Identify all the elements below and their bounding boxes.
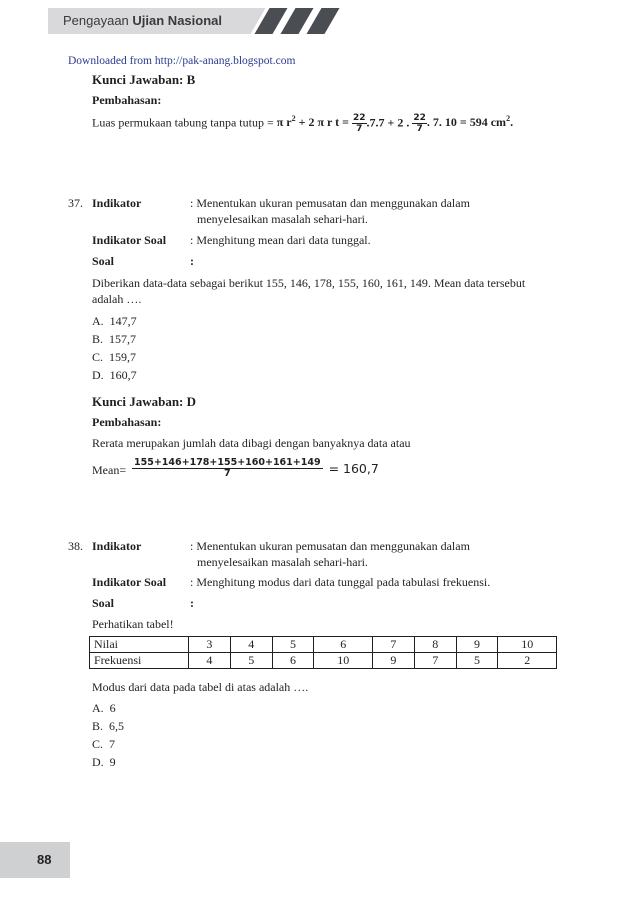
indicator-label: Indikator xyxy=(92,539,142,553)
answer-option: A. 6 xyxy=(92,701,116,715)
question-number: 38. xyxy=(68,539,83,553)
table-row xyxy=(90,653,557,669)
indicator-text: menyelesaikan masalah sehari-hari. xyxy=(197,555,368,569)
indicator-question-label: Indikator Soal xyxy=(92,233,167,247)
table-cell: 10 xyxy=(498,637,557,653)
question-label: Soal xyxy=(92,596,115,610)
table-cell: 2 xyxy=(498,653,557,669)
indicator-question-text: : Menghitung mean dari data tunggal. xyxy=(190,233,371,247)
table-cell: 5 xyxy=(230,653,272,669)
table-cell: 4 xyxy=(189,653,231,669)
indicator-question-text: : Menghitung modus dari data tunggal pada tabulasi frekuensi. xyxy=(190,575,491,589)
page-number: 88 xyxy=(37,852,52,867)
fraction: $\frac{22}{7}$ xyxy=(352,113,366,134)
indicator-text: : Menentukan ukuran pemusatan dan menggunakan dalam xyxy=(190,196,470,210)
answer-key: Kunci Jawaban: B xyxy=(92,72,196,87)
indicator-question-label: Indikator Soal xyxy=(92,575,167,589)
mean-result: = 160,7 xyxy=(328,461,379,476)
discussion-label: Pembahasan: xyxy=(92,93,162,107)
question-text: Modus dari data pada tabel di atas adalah …. xyxy=(92,680,309,694)
question-colon: : xyxy=(190,596,194,610)
page-header xyxy=(0,0,638,40)
answer-key: Kunci Jawaban: D xyxy=(92,394,197,409)
question-number: 37. xyxy=(68,196,83,210)
answer-option: C. 7 xyxy=(92,737,116,751)
discussion-label: Pembahasan: xyxy=(92,415,162,429)
table-cell: Frekuensi xyxy=(90,653,189,669)
question-text: Perhatikan tabel! xyxy=(92,617,174,631)
source-link[interactable]: Downloaded from http://pak-anang.blogspot.com xyxy=(68,55,296,67)
table-cell: 7 xyxy=(372,637,414,653)
table-cell: 4 xyxy=(230,637,272,653)
table-cell: 8 xyxy=(414,637,456,653)
answer-option: D. 160,7 xyxy=(92,368,137,382)
mean-formula xyxy=(132,458,379,479)
question-label: Soal xyxy=(92,254,115,268)
table-cell: 10 xyxy=(314,653,373,669)
discussion-text: Rerata merupakan jumlah data dibagi dengan banyaknya data atau xyxy=(92,436,411,450)
question-text: Diberikan data-data sebagai berikut 155, 146, 178, 155, 160, 161, 149. Mean data tersebut xyxy=(92,276,526,290)
answer-option: B. 157,7 xyxy=(92,332,137,346)
mean-label: Mean= xyxy=(92,463,127,477)
answer-option: D. 9 xyxy=(92,755,116,769)
table-cell: 6 xyxy=(314,637,373,653)
indicator-label: Indikator xyxy=(92,196,142,210)
table-cell: 3 xyxy=(189,637,231,653)
formula-line: Luas permukaan tabung tanpa tutup = π $r^2 + 2$ π r t = $\frac{22}{7}$ .7.7 + 2 . $\frac{22}{7}$ . 7. 10 = 594 $cm^2$. xyxy=(92,113,514,134)
indicator-text: menyelesaikan masalah sehari-hari. xyxy=(197,212,368,226)
answer-option: C. 159,7 xyxy=(92,350,137,364)
frequency-table xyxy=(89,636,557,669)
table-cell: 7 xyxy=(414,653,456,669)
question-colon: : xyxy=(190,254,194,268)
answer-option: A. 147,7 xyxy=(92,314,137,328)
fraction: $\frac{22}{7}$ xyxy=(413,113,426,134)
page-number-box xyxy=(0,842,70,878)
question-text: adalah …. xyxy=(92,292,142,306)
indicator-text: : Menentukan ukuran pemusatan dan menggunakan dalam xyxy=(190,539,470,553)
table-row xyxy=(90,637,557,653)
table-cell: 6 xyxy=(272,653,314,669)
answer-option: B. 6,5 xyxy=(92,719,125,733)
table-cell: 9 xyxy=(372,653,414,669)
header-title: Pengayaan Ujian Nasional xyxy=(63,13,222,28)
header-stripe xyxy=(306,8,339,34)
table-cell: Nilai xyxy=(90,637,189,653)
fraction: $\frac{155+146+178+155+160+161+149}{7}$ xyxy=(134,457,321,479)
table-cell: 5 xyxy=(272,637,314,653)
table-cell: 9 xyxy=(456,637,498,653)
table-cell: 5 xyxy=(456,653,498,669)
